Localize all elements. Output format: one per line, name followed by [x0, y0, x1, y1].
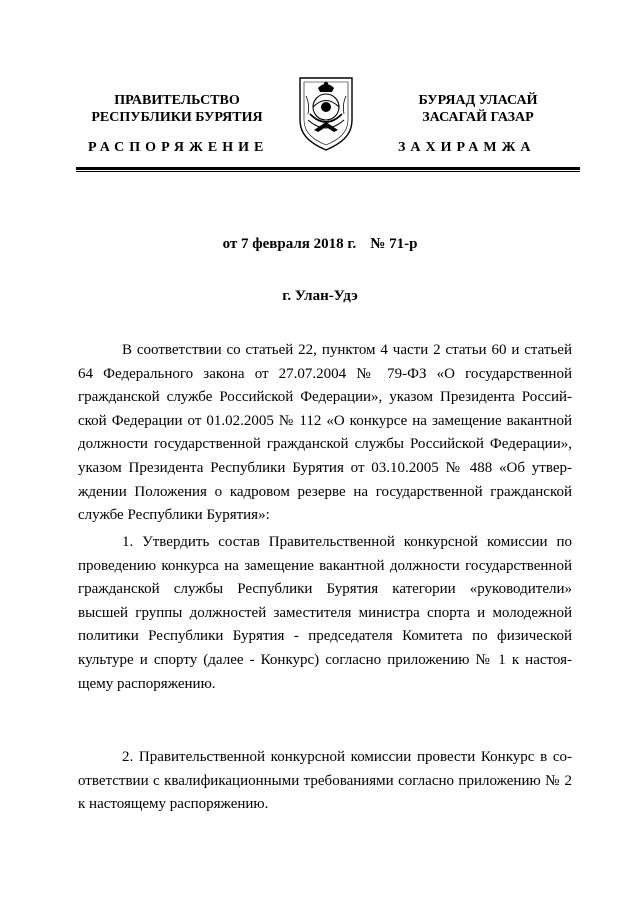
- paragraph-preamble: В соответствии со статьей 22, пунктом 4 части 2 статьи 60 и статьей 64 Федерального закона от 27.07.2004 № 79-ФЗ «О государственной гражданской службе Российской Федерации», указом Президента Российской Федерации от 01.02.2005 № 112 «О конкурсе на замещение вакантной должности государственной гражданской службы Российской Федерации», указом Президента Республики Бурятия от 03.10.2005 № 488 «Об утверждении Положения о кадровом резерве на государственной гражданской службе Республики Бурятия»:: [78, 342, 572, 524]
- header-right-line1: БУРЯАД УЛАСАЙ: [418, 93, 538, 108]
- paragraph-item-2: 2. Правительственной конкурсной комиссии провести Конкурс в соответствии с квалификационными требованиями согласно приложению № 2 к настоящему распоряжению.: [78, 749, 572, 813]
- header-divider-thick: [76, 167, 580, 170]
- header-left-line1: ПРАВИТЕЛЬСТВО: [114, 93, 240, 108]
- header-divider-thin: [76, 171, 580, 172]
- doc-type-right: ЗАХИРАМЖА: [398, 140, 536, 155]
- header-right: [378, 92, 578, 126]
- order-city: г. Улан-Удэ: [282, 288, 358, 304]
- order-date-line: [0, 236, 640, 253]
- coat-of-arms-icon: [296, 74, 356, 152]
- header-right-line2: ЗАСАГАЙ ГАЗАР: [422, 110, 534, 125]
- doc-type-left: РАСПОРЯЖЕНИЕ: [88, 140, 269, 155]
- order-number: № 71-р: [370, 236, 418, 252]
- header-left-line2: РЕСПУБЛИКИ БУРЯТИЯ: [91, 110, 263, 125]
- header-left: [82, 92, 272, 126]
- paragraph-item-1: 1. Утвердить состав Правительственной конкурсной комиссии по проведению конкурса на замещение вакантной должности государственной гражданской службы Республики Бурятия категории «руководители» высшей группы должностей заместителя министра спорта и молодежной политики Республики Бурятия - председателя Комитета по физической культуре и спорту (далее - Конкурс) согласно приложению № 1 к настоящему распоряжению.: [78, 534, 572, 692]
- order-date: от 7 февраля 2018 г.: [222, 236, 357, 252]
